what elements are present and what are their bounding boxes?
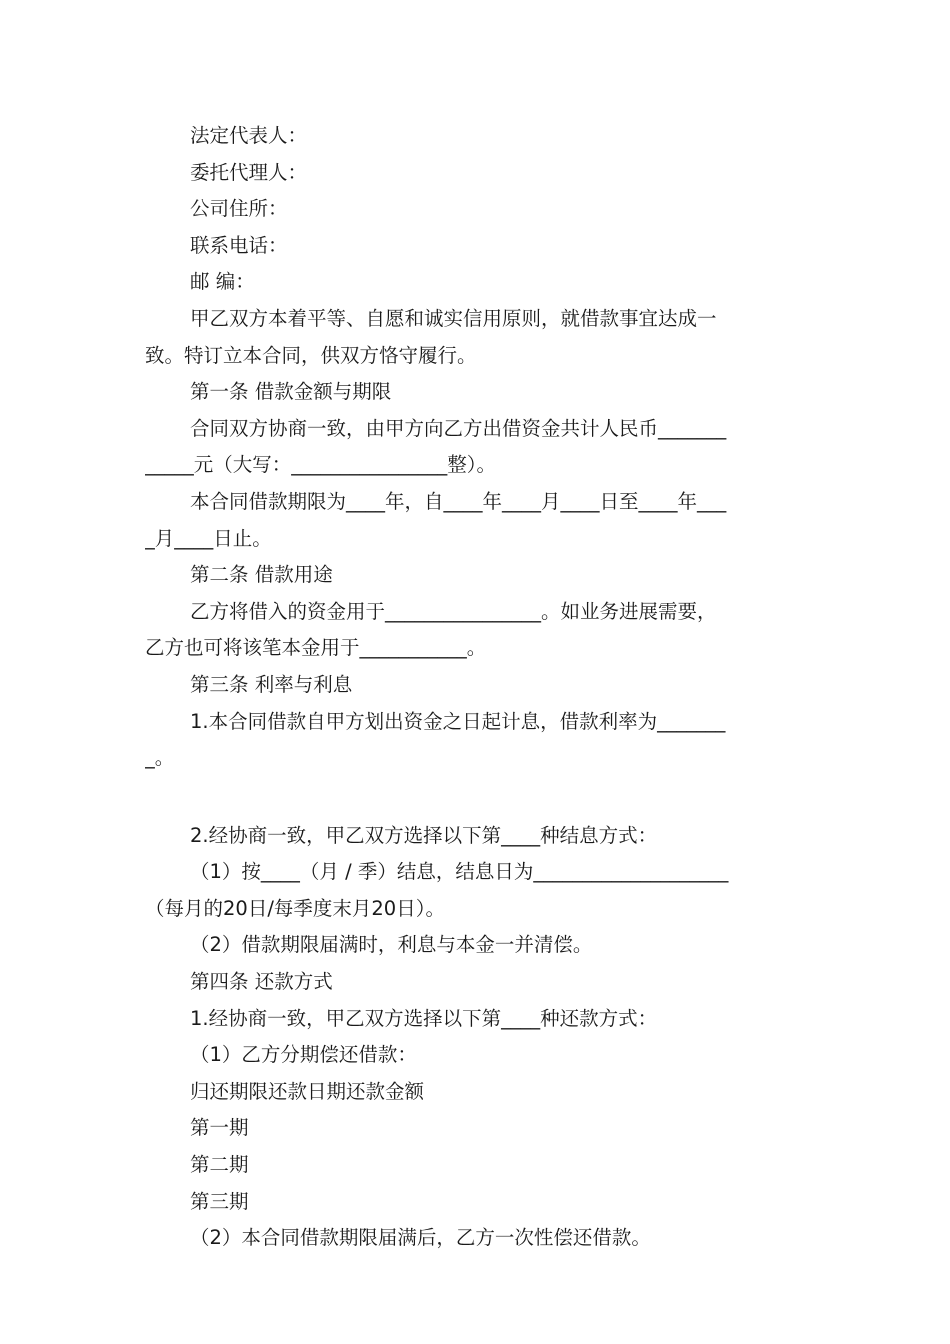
article-4-option-1: （1）乙方分期偿还借款：: [190, 1043, 417, 1067]
article-3-option-1-line-2: （每月的20日/每季度末月20日）。: [145, 896, 445, 920]
company-address-line: 公司住所：: [190, 197, 288, 221]
preamble-line-2: 致。特订立本合同，供双方恪守履行。: [145, 343, 477, 367]
authorized-agent-line: 委托代理人：: [190, 160, 308, 184]
article-3-item-1-line-1: 1.本合同借款自甲方划出资金之日起计息，借款利率为_______: [190, 709, 726, 733]
article-2-heading: 第二条 借款用途: [190, 563, 333, 587]
legal-representative-line: 法定代表人：: [190, 124, 308, 147]
article-1-term-line-1: 本合同借款期限为____年，自____年____月____日至____年___: [190, 489, 727, 513]
article-1-amount-line-2: _____元（大写：________________整）。: [145, 453, 497, 477]
repayment-period-1: 第一期: [190, 1116, 249, 1140]
repayment-period-2: 第二期: [190, 1153, 249, 1177]
article-2-purpose-line-2: 乙方也可将该笔本金用于___________。: [145, 636, 487, 660]
article-2-purpose-line-1: 乙方将借入的资金用于________________。如业务进展需要，: [190, 599, 717, 623]
contract-body: [145, 118, 810, 1257]
repayment-table-header: 归还期限还款日期还款金额: [190, 1079, 425, 1103]
article-1-heading: 第一条 借款金额与期限: [190, 380, 392, 404]
article-3-item-1-line-2: _。: [145, 746, 175, 770]
article-3-option-1-line-1: （1）按____（月 / 季）结息，结息日为____________________: [190, 860, 729, 884]
repayment-period-3: 第三期: [190, 1189, 249, 1213]
article-4-item-1: 1.经协商一致，甲乙双方选择以下第____种还款方式：: [190, 1006, 658, 1030]
article-4-option-2: （2）本合同借款期限届满后，乙方一次性偿还借款。: [190, 1226, 651, 1250]
article-1-amount-line-1: 合同双方协商一致，由甲方向乙方出借资金共计人民币_______: [190, 416, 727, 440]
article-3-item-2: 2.经协商一致，甲乙双方选择以下第____种结息方式：: [190, 823, 658, 847]
article-3-option-2: （2）借款期限届满时，利息与本金一并清偿。: [190, 933, 593, 957]
postal-code-line: 邮 编：: [190, 270, 255, 294]
paragraph-gap: [145, 777, 810, 818]
article-3-heading: 第三条 利率与利息: [190, 672, 353, 696]
contact-phone-line: 联系电话：: [190, 233, 288, 257]
article-4-heading: 第四条 还款方式: [190, 970, 333, 994]
article-1-term-line-2: _月____日止。: [145, 526, 272, 550]
preamble-line-1: 甲乙双方本着平等、自愿和诚实信用原则，就借款事宜达成一: [190, 306, 717, 330]
